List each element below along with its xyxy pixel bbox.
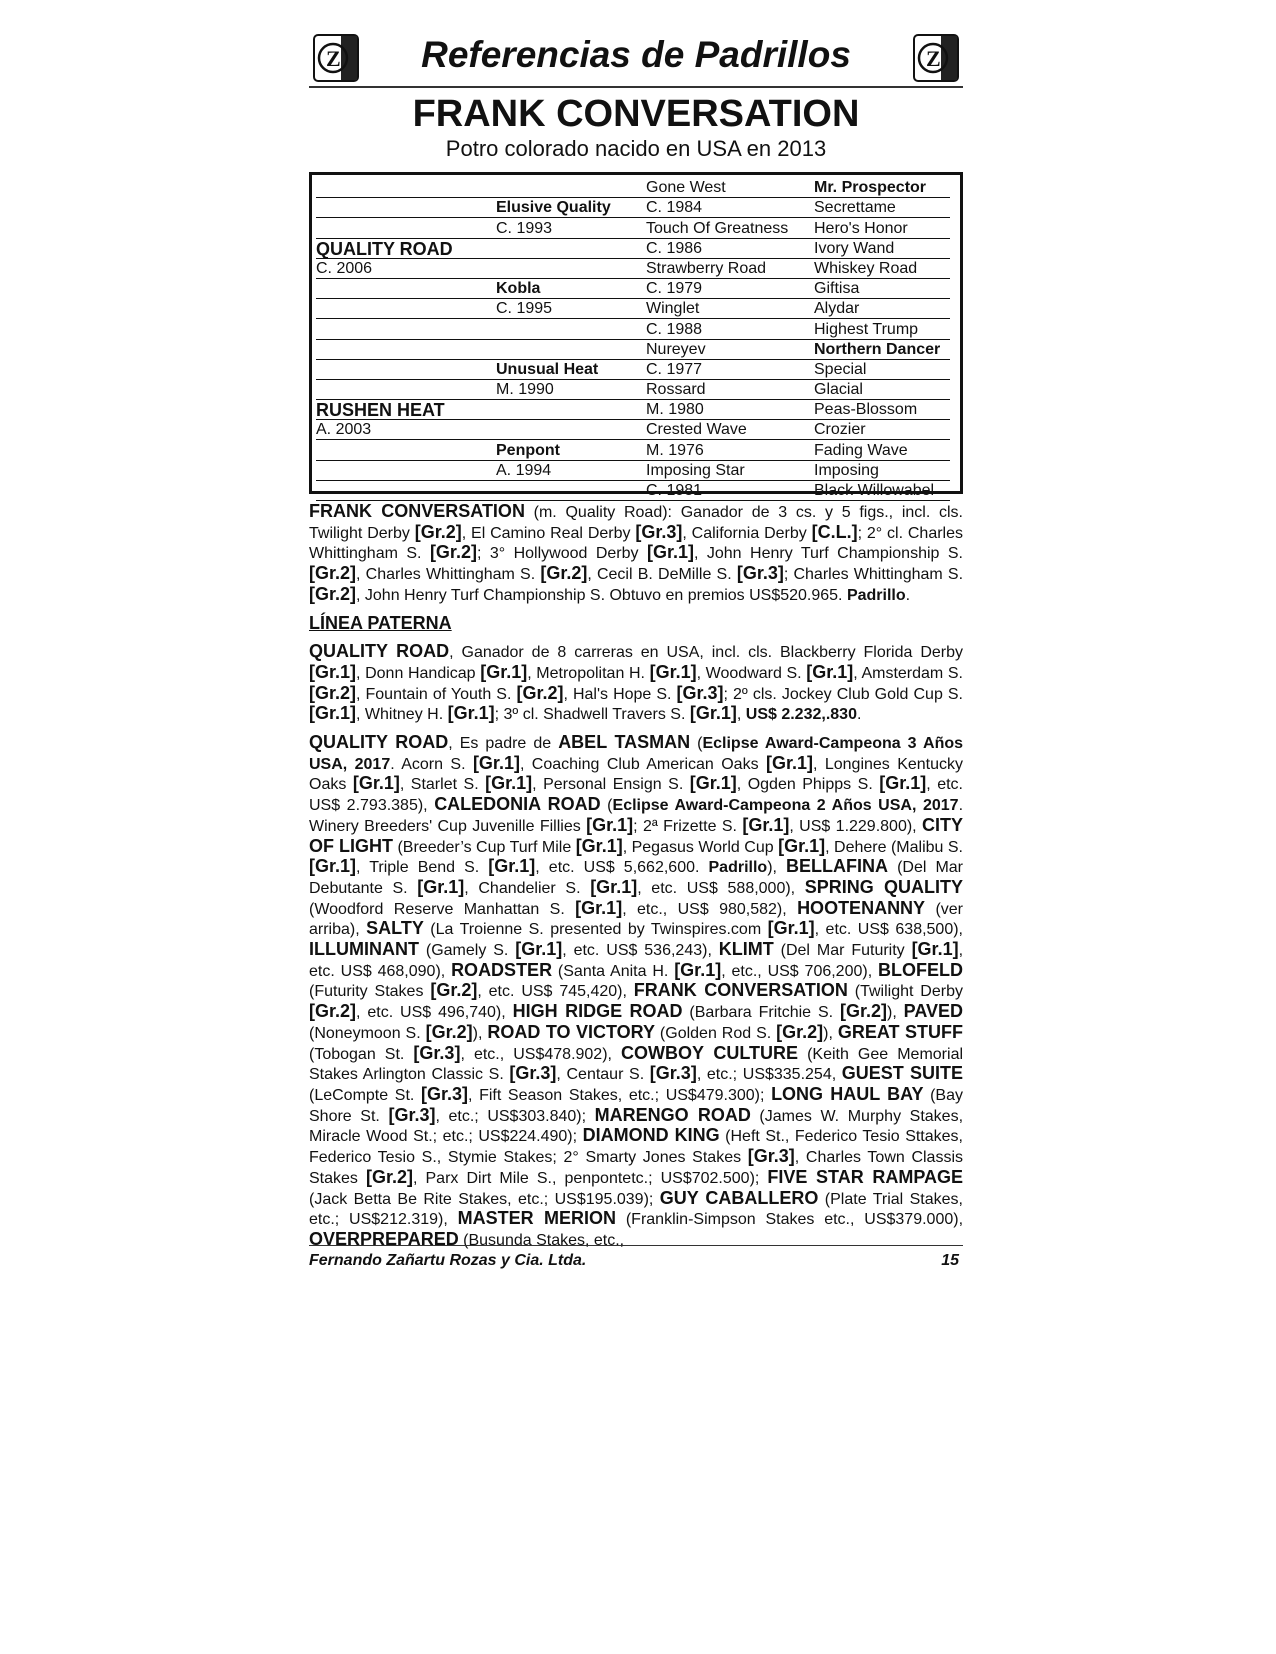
horse-summary: FRANK CONVERSATION (m. Quality Road): Ganador de 3 cs. y 5 figs., incl. cls. Twilight Derby [Gr.2], El Camino Real Derby [Gr.3], California Derby [C.L.]; 2° cl. Charles Whittingham S. [Gr.2]; 3° Hollywood Derby [Gr.1], John Henry Turf Championship S. [Gr.2], Charles Whittingham S. [Gr.2], Cecil B. DeMille S. [Gr.3]; Charles Whittingham S. [Gr.2], John Henry Turf Championship S. Obtuvo en premios US$520.965. Padrillo.: [309, 501, 964, 604]
pedigree-cell: C. 1979: [646, 278, 814, 298]
pedigree-cell: Peas-Blossom: [814, 400, 950, 420]
pedigree-cell: Nureyev: [646, 339, 814, 359]
footer-company: Fernando Zañartu Rozas y Cia. Ltda.: [309, 1252, 587, 1269]
pedigree-cell: Secrettame: [814, 198, 950, 218]
pedigree-cell: Giftisa: [814, 278, 950, 298]
pedigree-cell: Elusive Quality: [496, 198, 646, 218]
pedigree-cell: C. 1988: [646, 319, 814, 339]
logo-icon: [913, 34, 959, 82]
page-footer: [309, 1245, 963, 1270]
pedigree-cell: C. 1993: [496, 218, 646, 238]
pedigree-cell: Gone West: [646, 178, 814, 198]
pedigree-row: [316, 359, 950, 379]
horse-name: FRANK CONVERSATION: [412, 93, 860, 135]
pedigree-box: [309, 172, 963, 499]
pedigree-row: [316, 400, 950, 420]
pedigree-cell: M. 1980: [646, 400, 814, 420]
pedigree-cell: [496, 178, 646, 198]
pedigree-cell: [496, 420, 646, 440]
pedigree-row: [316, 460, 950, 480]
pedigree-cell: Strawberry Road: [646, 258, 814, 278]
pedigree-cell: Rossard: [646, 379, 814, 399]
pedigree-row: [316, 198, 950, 218]
pedigree-cell: Penpont: [496, 440, 646, 460]
pedigree-cell: [496, 319, 646, 339]
pedigree-cell: [316, 198, 496, 218]
pedigree-cell: Black Willowabel: [814, 480, 950, 500]
pedigree-row: [316, 178, 950, 198]
pedigree-cell: [316, 339, 496, 359]
page-header: [309, 30, 963, 88]
pedigree-cell: Northern Dancer: [814, 339, 950, 359]
pedigree-cell: C. 1977: [646, 359, 814, 379]
pedigree-cell: [496, 400, 646, 420]
page: [309, 30, 963, 1259]
pedigree-cell: [316, 218, 496, 238]
page-number: 15: [941, 1252, 959, 1269]
pedigree-cell: C. 1986: [646, 238, 814, 258]
pedigree-cell: A. 1994: [496, 460, 646, 480]
pedigree-row: [316, 299, 950, 319]
pedigree-cell: Ivory Wand: [814, 238, 950, 258]
pedigree-cell: M. 1976: [646, 440, 814, 460]
pedigree-cell: [316, 460, 496, 480]
pedigree-cell: [316, 480, 496, 500]
pedigree-cell: [316, 379, 496, 399]
pedigree-cell: Touch Of Greatness: [646, 218, 814, 238]
pedigree-row: [316, 238, 950, 258]
pedigree-cell: [496, 258, 646, 278]
svg-text:Z: Z: [926, 46, 941, 71]
svg-text:Z: Z: [326, 46, 341, 71]
pedigree-cell: [496, 238, 646, 258]
pedigree-cell: Whiskey Road: [814, 258, 950, 278]
pedigree-cell: [316, 299, 496, 319]
pedigree-row: [316, 480, 950, 500]
pedigree-cell: [496, 339, 646, 359]
pedigree-row: [316, 218, 950, 238]
pedigree-cell: C. 2006: [316, 258, 496, 278]
pedigree-row: [316, 339, 950, 359]
pedigree-cell: [316, 440, 496, 460]
pedigree-cell: Alydar: [814, 299, 950, 319]
pedigree-cell: [496, 480, 646, 500]
pedigree-cell: A. 2003: [316, 420, 496, 440]
pedigree-table: [316, 178, 950, 501]
body-text: [309, 502, 963, 1251]
pedigree-cell: Mr. Prospector: [814, 178, 950, 198]
pedigree-cell: C. 1984: [646, 198, 814, 218]
pedigree-cell: Hero's Honor: [814, 218, 950, 238]
pedigree-row: [316, 278, 950, 298]
pedigree-cell: Imposing Star: [646, 460, 814, 480]
header-title: Referencias de Padrillos: [421, 34, 851, 75]
pedigree-cell: Glacial: [814, 379, 950, 399]
pedigree-row: [316, 420, 950, 440]
pedigree-cell: Unusual Heat: [496, 359, 646, 379]
pedigree-cell: Imposing: [814, 460, 950, 480]
section-linea-paterna: LÍNEA PATERNA: [309, 612, 452, 633]
sire-progeny: QUALITY ROAD, Es padre de ABEL TASMAN (Eclipse Award-Campeona 3 Años USA, 2017. Acorn S. [Gr.1], Coaching Club American Oaks [Gr.1], Longines Kentucky Oaks [Gr.1], Starlet S. [Gr.1], Personal Ensign S. [Gr.1], Ogden Phipps S. [Gr.1], etc. US$ 2.793.385), CALEDONIA ROAD (Eclipse Award-Campeona 2 Años USA, 2017. Winery Breeders' Cup Juvenille Fillies [Gr.1]; 2ª Frizette S. [Gr.1], US$ 1.229.800), CITY OF LIGHT (Breeder’s Cup Turf Mile [Gr.1], Pegasus World Cup [Gr.1], Dehere (Malibu S. [Gr.1], Triple Bend S. [Gr.1], etc. US$ 5,662,600. Padrillo), BELLAFINA (Del Mar Debutante S. [Gr.1], Chandelier S. [Gr.1], etc. US$ 588,000), SPRING QUALITY (Woodford Reserve Manhattan S. [Gr.1], etc., US$ 980,582), HOOTENANNY (ver arriba), SALTY (La Troienne S. presented by Twinspires.com [Gr.1], etc. US$ 638,500), ILLUMINANT (Gamely S. [Gr.1], etc. US$ 536,243), KLIMT (Del Mar Futurity [Gr.1], etc. US$ 468,090), ROADSTER (Santa Anita H. [Gr.1], etc., US$ 706,200), BLOFELD (Futurity Stakes [Gr.2], etc. US$ 745,420), FRANK CONVERSATION (Twilight Derby [Gr.2], etc. US$ 496,740), HIGH RIDGE ROAD (Barbara Fritchie S. [Gr.2]), PAVED (Noneymoon S. [Gr.2]), ROAD TO VICTORY (Golden Rod S. [Gr.2]), GREAT STUFF (Tobogan St. [Gr.3], etc., US$478.902), COWBOY CULTURE (Keith Gee Memorial Stakes Arlington Classic S. [Gr.3], Centaur S. [Gr.3], etc.; US$335.254, GUEST SUITE (LeCompte St. [Gr.3], Fift Season Stakes, etc.; US$479.300); LONG HAUL BAY (Bay Shore St. [Gr.3], etc.; US$303.840); MARENGO ROAD (James W. Murphy Stakes, Miracle Wood St.; etc.; US$224.490); DIAMOND KING (Heft St., Federico Tesio Sttakes, Federico Tesio S., Stymie Stakes; 2° Smarty Jones Stakes [Gr.3], Charles Town Classis Stakes [Gr.2], Parx Dirt Mile S., penpontetc.; US$702.500); FIVE STAR RAMPAGE (Jack Betta Be Rite Stakes, etc.; US$195.039); GUY CABALLERO (Plate Trial Stakes, etc.; US$212.319), MASTER MERION (Franklin-Simpson Stakes etc., US$379.000), OVERPREPARED (Busunda Stakes, etc.,: [309, 732, 964, 1249]
sire-record: QUALITY ROAD, Ganador de 8 carreras en USA, incl. cls. Blackberry Florida Derby [Gr.1], Donn Handicap [Gr.1], Metropolitan H. [Gr.1], Woodward S. [Gr.1], Amsterdam S. [Gr.2], Fountain of Youth S. [Gr.2], Hal's Hope S. [Gr.3]; 2º cls. Jockey Club Gold Cup S. [Gr.1], Whitney H. [Gr.1]; 3º cl. Shadwell Travers S. [Gr.1], US$ 2.232,.830.: [309, 641, 964, 724]
pedigree-cell: Crozier: [814, 420, 950, 440]
pedigree-cell: Crested Wave: [646, 420, 814, 440]
pedigree-cell: [316, 178, 496, 198]
pedigree-cell: QUALITY ROAD: [316, 238, 496, 258]
pedigree-row: [316, 440, 950, 460]
horse-subtitle: Potro colorado nacido en USA en 2013: [445, 136, 827, 161]
pedigree-cell: Winglet: [646, 299, 814, 319]
pedigree-cell: C. 1995: [496, 299, 646, 319]
pedigree-row: [316, 379, 950, 399]
pedigree-cell: Highest Trump: [814, 319, 950, 339]
pedigree-cell: M. 1990: [496, 379, 646, 399]
pedigree-cell: [316, 319, 496, 339]
pedigree-cell: Special: [814, 359, 950, 379]
pedigree-cell: C. 1981: [646, 480, 814, 500]
pedigree-cell: RUSHEN HEAT: [316, 400, 496, 420]
pedigree-row: [316, 258, 950, 278]
pedigree-cell: Fading Wave: [814, 440, 950, 460]
pedigree-cell: [316, 359, 496, 379]
pedigree-row: [316, 319, 950, 339]
pedigree-cell: [316, 278, 496, 298]
pedigree-cell: Kobla: [496, 278, 646, 298]
